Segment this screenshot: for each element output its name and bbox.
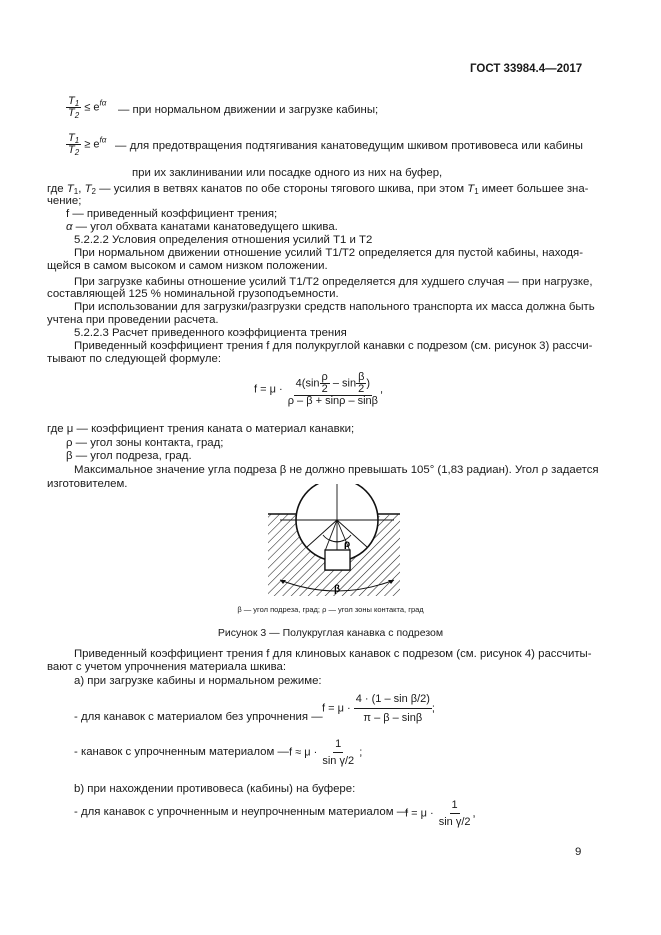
standard-header: ГОСТ 33984.4—2017	[470, 63, 583, 75]
text-line-26: - для канавок с материалом без упрочнения —	[74, 711, 323, 723]
text-line-12: составляющей 125 % номинальной грузоподъемности.	[47, 288, 339, 300]
text-line-10: щейся в самом высоком и самом низком положении.	[47, 260, 328, 272]
text-line-22: изготовителем.	[47, 478, 128, 490]
figure-semicircular-groove	[250, 484, 420, 596]
label-rho: ρ	[344, 539, 351, 550]
formula-ratio-le: $\frac{T_1}{T_2}$ ≤ $e^{f\alpha}$	[68, 95, 107, 120]
text-line-18: где μ — коэффициент трения каната о материал канавки;	[47, 423, 355, 435]
text-line-19: ρ — угол зоны контакта, град;	[66, 437, 224, 449]
text-line-29: - для канавок с упрочненным и неупрочненным материалом —	[74, 806, 409, 818]
text-line-7: α — угол обхвата канатами канатоведущего шкива.	[66, 221, 338, 233]
undercut-slot	[325, 550, 350, 570]
formula-main: f = μ · 4(sin $\frac{\rho}{2}$ – sin $\frac{\beta}{2}$ ) ρ – β + sinρ – sinβ ,	[254, 371, 384, 407]
text-line-16: Приведенный коэффициент трения f для полукруглой канавки с подрезом (см. рисунок 3) рассчи-	[74, 340, 593, 352]
text-line-28: b) при нахождении противовеса (кабины) на буфере:	[74, 783, 356, 795]
text-line-3: при их заклинивании или посадке одного из них на буфер,	[132, 167, 443, 179]
label-beta: β	[334, 584, 341, 595]
text-line-20: β — угол подреза, град.	[66, 450, 192, 462]
text-line-14: учтена при проведении расчета.	[47, 314, 219, 326]
text-line-24: вают с учетом упрочнения материала шкива:	[47, 661, 287, 673]
text-line-9: При нормальном движении отношение усилий T1/T2 определяется для пустой кабины, находя-	[74, 247, 583, 259]
formula-unhardened: f = μ · $\frac{\text{4 · (1 – sin β/2)}}{\pi - \beta - \sin\beta}$ ;	[322, 690, 435, 727]
text-line-23: Приведенный коэффициент трения f для клиновых канавок с подрезом (см. рисунок 4) рассчиты-	[74, 648, 592, 660]
figure-legend: β — угол подреза, град; ρ — угол зоны контакта, град	[237, 605, 424, 614]
section-5-2-2-2: 5.2.2.2 Условия определения отношения усилий T1 и T2	[74, 234, 373, 246]
text-line-2: — для предотвращения подтягивания канатоведущим шкивом противовеса или кабины	[115, 140, 583, 152]
page-number: 9	[575, 846, 582, 858]
text-line-4: где $T_1$, $T_2$ — усилия в ветвях канатов по обе стороны тягового шкива, при этом $T_1$ имеет большее зна-	[47, 183, 589, 196]
text-line-11: При загрузке кабины отношение усилий T1/T2 определяется для худшего случая — при нагрузке,	[74, 276, 593, 288]
formula-buffer: f = μ · $\frac{1}{\text{sin γ/2}}$ ,	[405, 799, 476, 828]
text-line-17: тывают по следующей формуле:	[47, 353, 222, 365]
text-line-25: а) при загрузке кабины и нормальном режиме:	[74, 675, 322, 687]
section-5-2-2-3: 5.2.2.3 Расчет приведенного коэффициента трения	[74, 327, 347, 339]
text-line-13: При использовании для загрузки/разгрузки средств напольного транспорта их масса должна быть	[74, 301, 595, 313]
text-line-27: - канавок с упрочненным материалом —	[74, 746, 289, 758]
text-line-1: — при нормальном движении и загрузке кабины;	[118, 104, 379, 116]
figure-caption: Рисунок 3 — Полукруглая канавка с подрезом	[217, 627, 444, 639]
formula-ratio-ge: $\frac{T_1}{T_2}$ ≥ $e^{f\alpha}$	[68, 132, 107, 157]
text-line-21: Максимальное значение угла подреза β не должно превышать 105° (1,83 радиан). Угол ρ задается	[74, 464, 599, 476]
text-line-5: чение;	[47, 195, 82, 207]
text-line-6: f — приведенный коэффициент трения;	[66, 208, 278, 220]
formula-hardened: f ≈ μ · $\frac{1}{\text{sin γ/2}}$ ;	[289, 738, 363, 767]
